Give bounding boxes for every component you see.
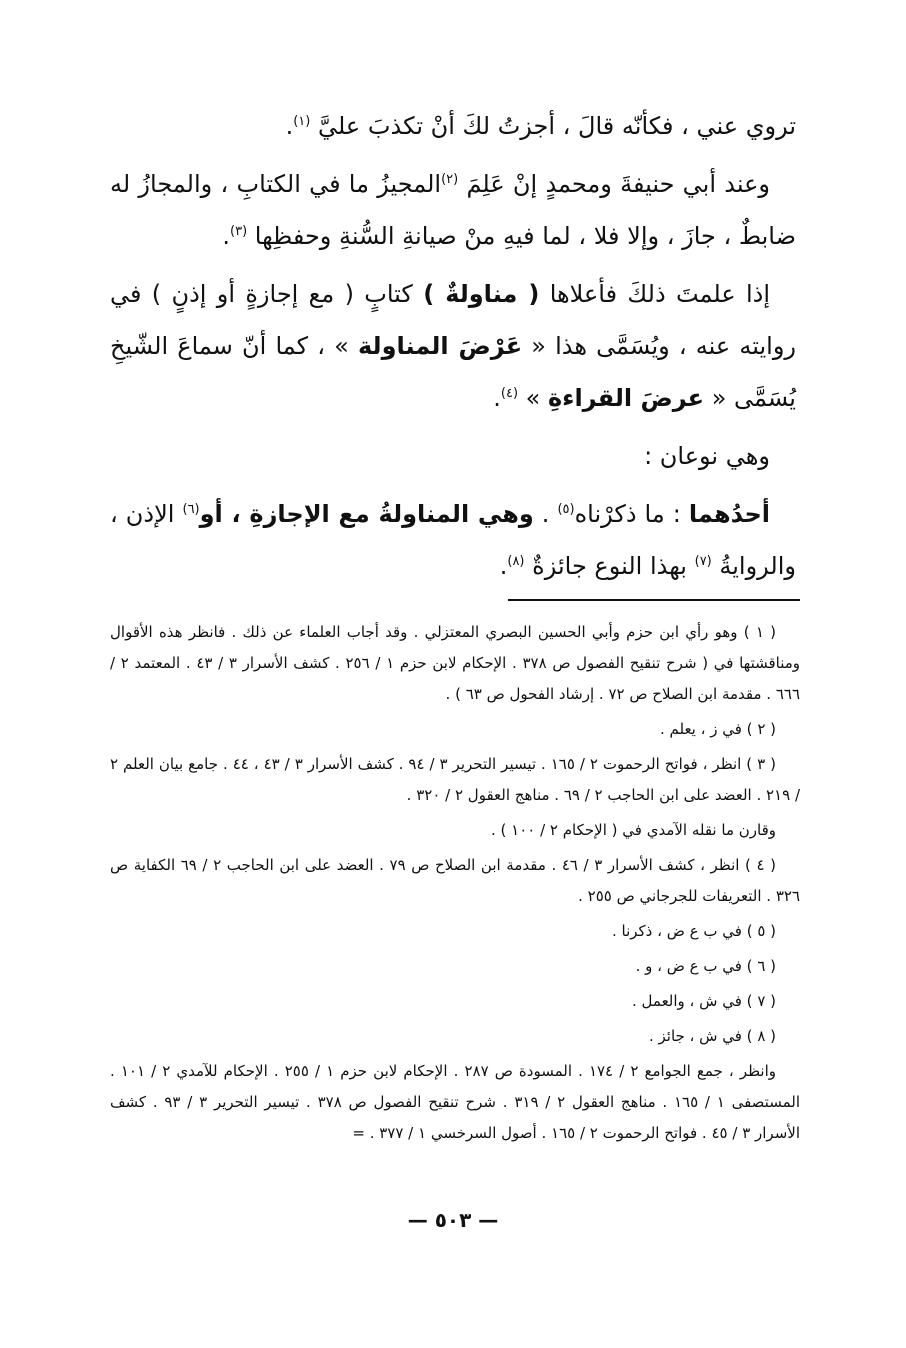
paragraph-2: وعند أبي حنيفةَ ومحمدٍ إنْ عَلِمَ $^{(٢)}$المجيزُ ما في الكتابِ ، والمجازُ له ضابطٌ ، جازَ ، وإلا فلا ، لما فيهِ منْ صيانةِ السُّنةِ وحفظِها $^{(٣)}$. [110,170,796,250]
paragraph-5-text-a: : ما ذكرْناه [574,500,689,528]
footnote-ref-3: (٣) [230,224,248,239]
footnotes [110,617,800,1153]
paragraph-2-text-b: المجيزُ ما في الكتابِ ، والمجازُ له ضابطٌ ، جازَ ، وإلا فلا ، لما فيهِ منْ صيانةِ السُّنةِ وحفظِها [110,170,796,250]
footnote-ref-5: (٥) [557,502,575,517]
paragraph-1-text: تروي عني ، فكأنّه قالَ ، أجزتُ لكَ أنْ تكذبَ عليَّ [310,112,796,140]
paragraph-5-text-c: الإذن ، والروايةُ [110,500,796,580]
footnote-8: ( ٨ ) في ش ، جائز . [648,1027,776,1045]
footnote-ref-6: (٦) [182,502,200,517]
footnote-3-note: وقارن ما نقله الآمدي في ( الإحكام ٢ / ١٠٠ ) . [490,821,776,839]
footnote-separator [508,599,800,601]
paragraph-5-text-b: . [533,500,558,528]
paragraph-3-bold-ard-qiraa: عرضَ القراءةِ [548,384,705,412]
paragraph-1: تروي عني ، فكأنّه قالَ ، أجزتُ لكَ أنْ تكذبَ عليَّ $^{(١)}$. [285,112,796,140]
page-number: — ٥٠٣ — [407,1208,499,1232]
paragraph-3-text-d: » [518,384,548,412]
paragraph-5-text-d: بهذا النوع جائزةٌ [524,552,695,580]
paragraph-3-bold-ard-munawala: عَرْضَ المناولة [358,332,523,360]
paragraph-3-text-a: إذا علمتَ ذلكَ فأعلاها [539,280,771,308]
paragraph-4: وهي نوعان : [644,442,770,470]
footnote-ref-7: (٧) [694,554,712,569]
footnote-ref-4: (٤) [500,386,519,401]
paragraph-3-text-c: » ، كما أنّ سماعَ الشّيخِ يُسَمَّى « [110,332,796,412]
paragraph-3: إذا علمتَ ذلكَ فأعلاها ( مناولةٌ ) كتابٍ ( مع إجازةٍ أو إذنٍ ) في روايته عنه ، ويُسَمَّى هذا « عَرْضَ المناولة » ، كما أنّ سماعَ الشّيخِ يُسَمَّى « عرضَ القراءةِ » $^{(٤)}$. [110,280,796,412]
main-text [110,100,796,598]
footnote-6: ( ٦ ) في ب ع ض ، و . [635,957,776,975]
footnote-7: ( ٧ ) في ش ، والعمل . [632,992,776,1010]
paragraph-3-text-b: كتابٍ ( مع إجازةٍ أو إذنٍ ) في روايته عنه ، ويُسَمَّى هذا « [110,280,796,360]
footnote-8-note: وانظر ، جمع الجوامع ٢ / ١٧٤ . المسودة ص ٢٨٧ . الإحكام لابن حزم ١ / ٢٥٥ . الإحكام للآمدي ٢ / ١٠١ . المستصفى ١ / ١٦٥ . مناهج العقول ٢ / ٣١٩ . شرح تنقيح الفصول ص ٣٧٨ . تيسير التحرير ٣ / ٩٣ . كشف الأسرار ٣ / ٤٥ . فواتح الرحموت ٢ / ١٦٥ . أصول السرخسي ١ / ٣٧٧ . = [110,1062,801,1142]
footnote-ref-8: (٨) [507,554,525,569]
paragraph-5-bold-munawala-ijaza: وهي المناولةُ مع الإجازةِ ، أو [199,500,534,528]
paragraph-5-bold-ahaduhuma: أحدُهما [688,500,771,528]
footnote-1: ( ١ ) وهو رأي ابن حزم وأبي الحسين البصري المعتزلي . وقد أجاب العلماء عن ذلك . فانظر هذه الأقوال ومناقشتها في ( شرح تنقيح الفصول ص ٣٧٨ . الإحكام لابن حزم ١ / ٢٥٦ . كشف الأسرار ٣ / ٤٣ . المعتمد ٢ / ٦٦٦ . مقدمة ابن الصلاح ص ٧٢ . إرشاد الفحول ص ٦٣ ) . [110,623,801,703]
footnote-ref-1: (١) [293,114,311,129]
footnote-ref-2: (٢) [441,172,459,187]
paragraph-3-bold-munawala: ( مناولةٌ ) [423,280,540,308]
paragraph-2-text-a: وعند أبي حنيفةَ ومحمدٍ إنْ عَلِمَ [458,170,770,198]
footnote-4: ( ٤ ) انظر ، كشف الأسرار ٣ / ٤٦ . مقدمة ابن الصلاح ص ٧٩ . العضد على ابن الحاجب ٢ / ٦٩ الكفاية ص ٣٢٦ . التعريفات للجرجاني ص ٢٥٥ . [110,856,800,905]
footnote-3: ( ٣ ) انظر ، فواتح الرحموت ٢ / ١٦٥ . تيسير التحرير ٣ / ٩٤ . كشف الأسرار ٣ / ٤٣ ، ٤٤ . جامع بيان العلم ٢ / ٢١٩ . العضد على ابن الحاجب ٢ / ٦٩ . مناهج العقول ٢ / ٣٢٠ . [110,755,800,804]
footnote-2: ( ٢ ) في ز ، يعلم . [659,720,776,738]
paragraph-5: أحدُهما : ما ذكرْناه$^{(٥)}$ . وهي المناولةُ مع الإجازةِ ، أو$^{(٦)}$ الإذن ، والروايةُ $^{(٧)}$ بهذا النوع جائزةٌ $^{(٨)}$. [110,500,796,580]
footnote-5: ( ٥ ) في ب ع ض ، ذكرنا . [611,922,776,940]
